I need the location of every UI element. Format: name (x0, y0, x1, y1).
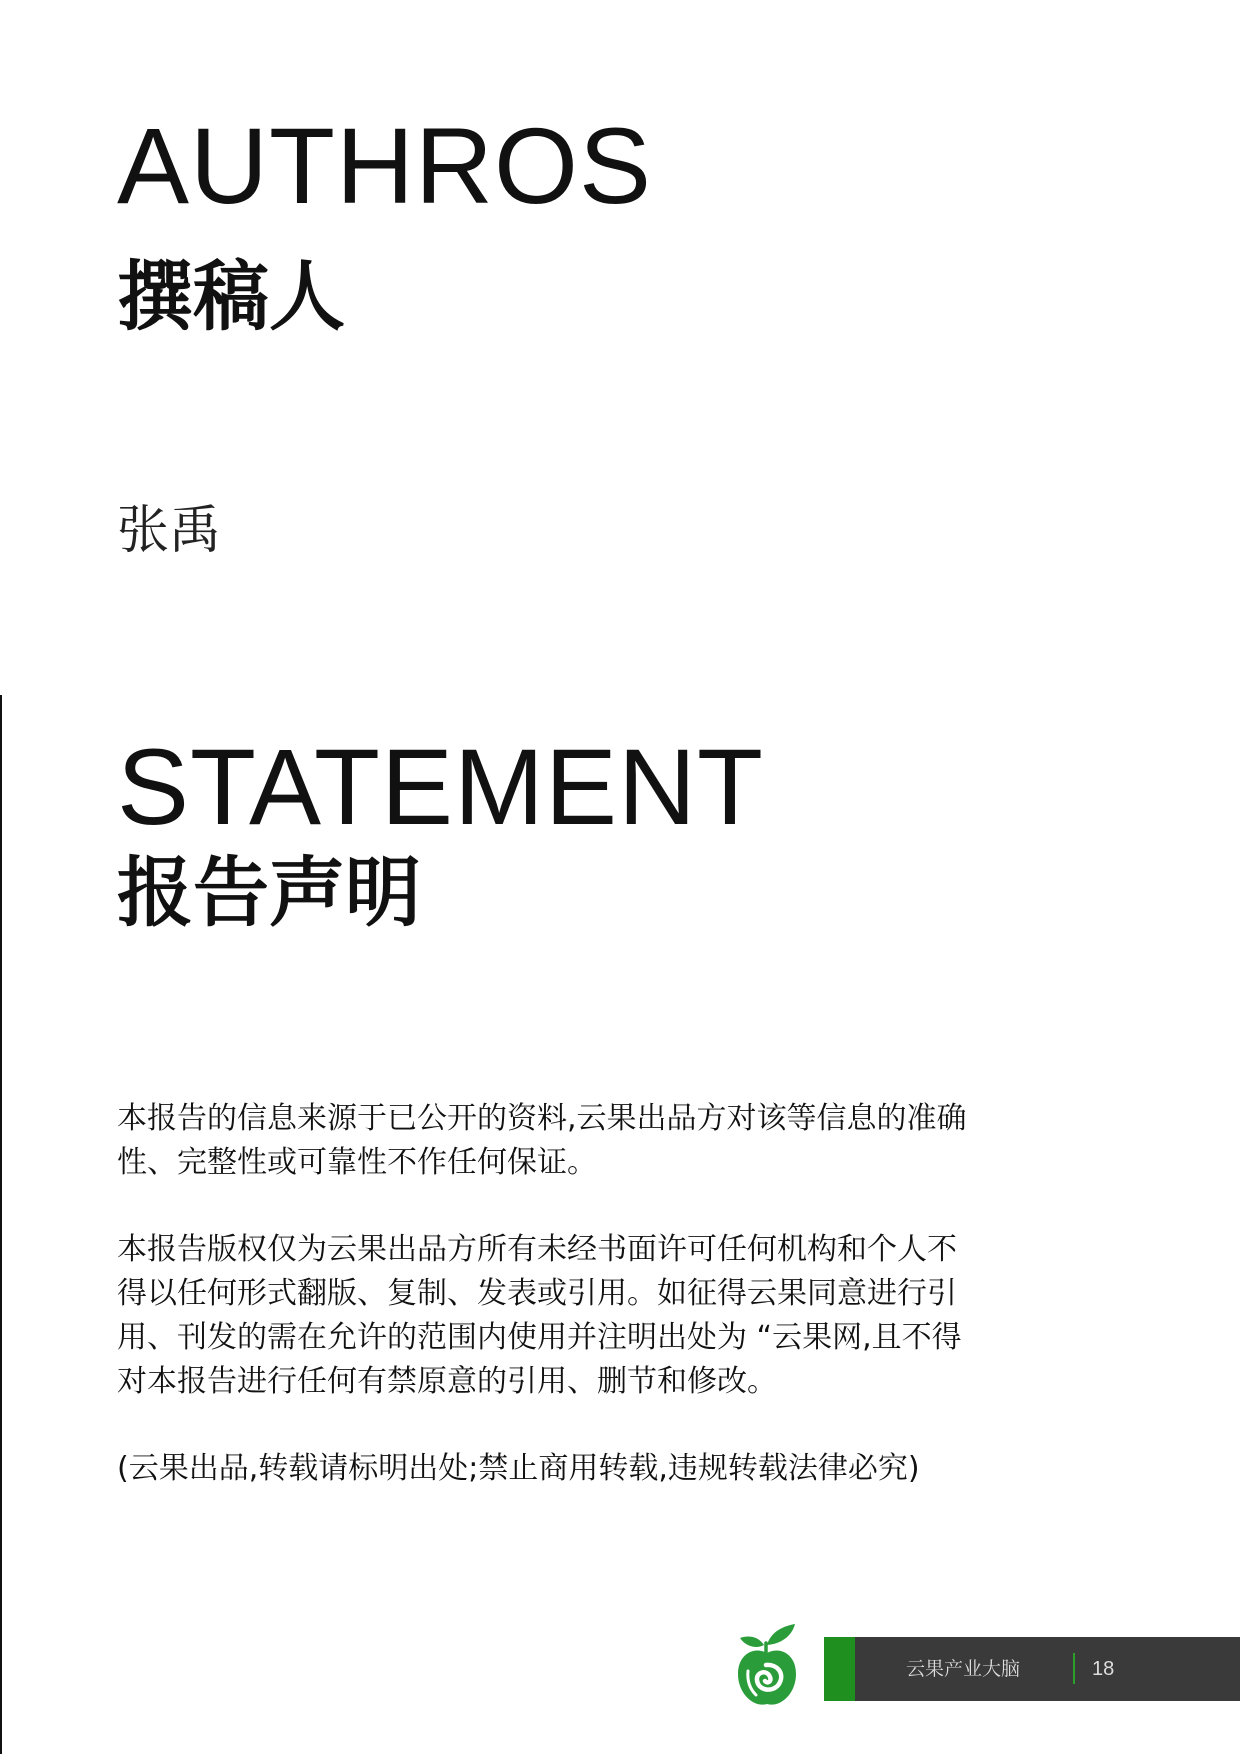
footer-green-block (824, 1637, 855, 1701)
statement-heading-zh: 报告声明 (117, 848, 421, 937)
statement-paragraph (117, 1228, 1017, 1404)
authors-heading-zh: 撰稿人 (117, 252, 345, 341)
footer-separator (1073, 1653, 1075, 1684)
paragraph-line: 得以任何形式翻版、复制、发表或引用。如征得云果同意进行引 (117, 1276, 957, 1311)
apple-sprout-logo-icon (736, 1621, 798, 1708)
statement-body (117, 1097, 1017, 1534)
footer-bar (824, 1637, 1240, 1701)
left-vertical-rule (0, 695, 2, 1754)
paragraph-line: 对本报告进行任何有禁原意的引用、删节和修改。 (117, 1364, 777, 1399)
statement-paragraph (117, 1447, 1017, 1491)
paragraph-line: 用、刊发的需在允许的范围内使用并注明出处为 “云果网,且不得 (117, 1320, 962, 1355)
statement-heading-en: STATEMENT (117, 726, 764, 847)
paragraph-line: 本报告的信息来源于已公开的资料,云果出品方对该等信息的准确 (117, 1101, 967, 1136)
paragraph-line: 性、完整性或可靠性不作任何保证。 (117, 1145, 597, 1180)
footer-brand: 云果产业大脑 (906, 1658, 1021, 1680)
page-number: 18 (1092, 1658, 1115, 1680)
authors-heading-en: AUTHROS (117, 105, 653, 226)
paragraph-line: (云果出品,转载请标明出处;禁止商用转载,违规转载法律必究) (117, 1451, 920, 1486)
paragraph-line: 本报告版权仅为云果出品方所有未经书面许可任何机构和个人不 (117, 1232, 957, 1267)
author-name: 张禹 (117, 501, 222, 561)
statement-paragraph (117, 1097, 1017, 1185)
